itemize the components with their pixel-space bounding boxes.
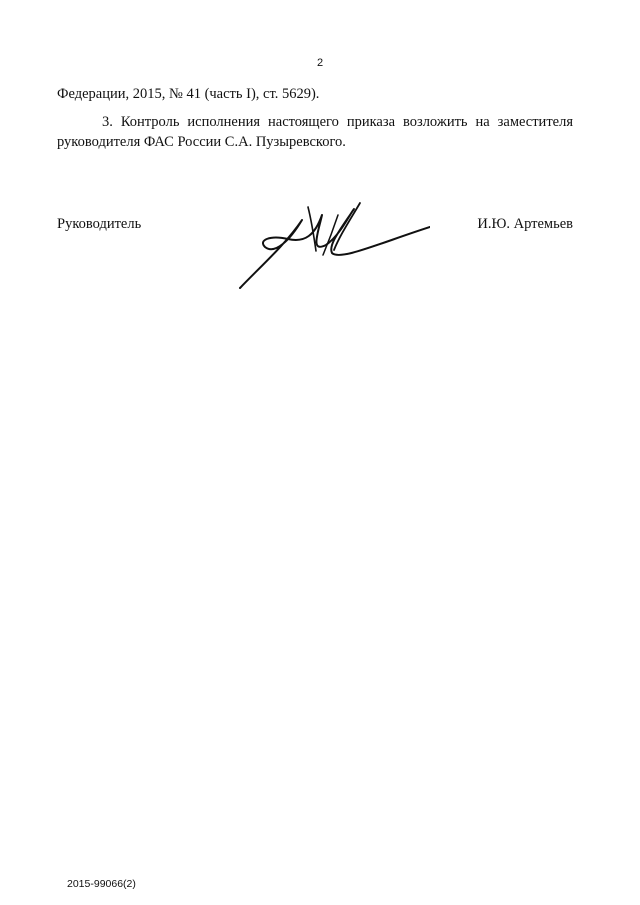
signatory-role: Руководитель <box>57 216 142 232</box>
paragraph-item-3-text: 3. Контроль исполнения настоящего приказа возложить на заместителя руководителя ФАС России С.А. Пузыревского. <box>57 114 573 150</box>
signatory-name: И.Ю. Артемьев <box>477 216 573 232</box>
paragraph-continuation: Федерации, 2015, № 41 (часть I), ст. 5629). <box>57 86 320 102</box>
paragraph-item-3 <box>57 112 573 152</box>
page-number: 2 <box>316 57 324 69</box>
document-code: 2015-99066(2) <box>67 878 136 890</box>
handwritten-signature <box>230 195 430 295</box>
